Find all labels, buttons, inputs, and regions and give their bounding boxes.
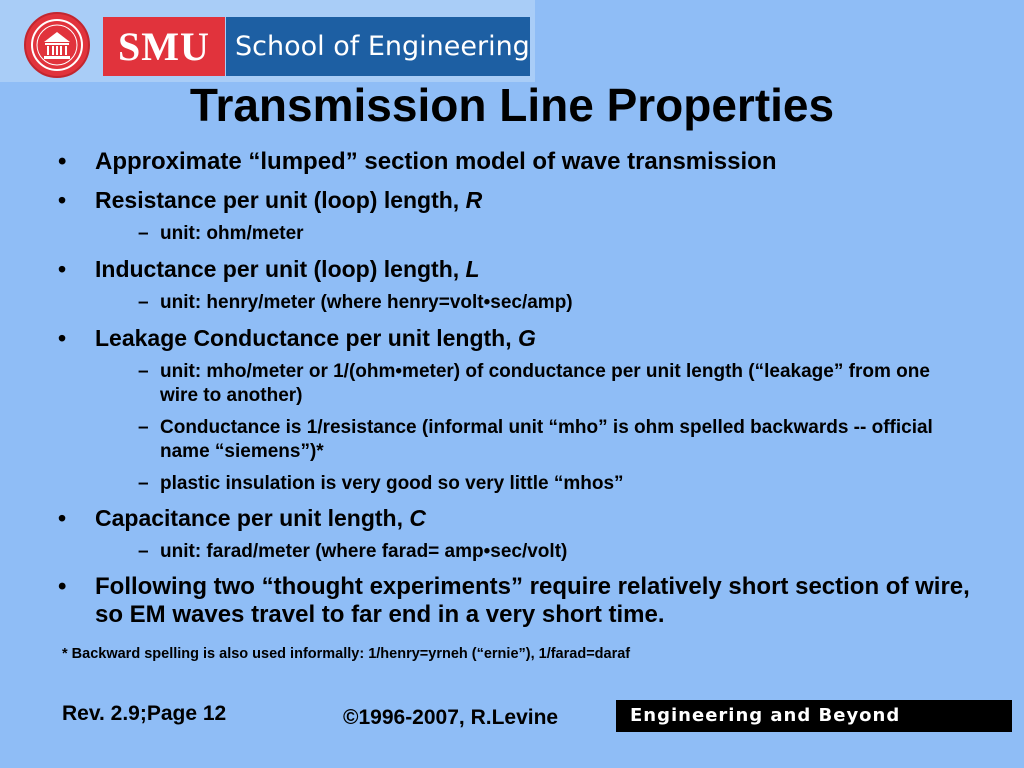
bullet-item — [58, 324, 978, 352]
copyright-notice: ©1996-2007, R.Levine — [343, 706, 559, 729]
dash-icon: – — [138, 473, 149, 494]
slide-title: Transmission Line Properties — [189, 79, 835, 131]
bullet-text: Resistance per unit (loop) length, — [95, 187, 466, 213]
bullet-text: Capacitance per unit length, — [95, 505, 410, 531]
bullet-item — [58, 255, 978, 283]
school-name: School of Engineering — [226, 17, 530, 76]
bullet-icon: • — [58, 325, 67, 351]
sub-bullet-text: unit: henry/meter (where henry=volt•sec/amp) — [160, 292, 573, 313]
sub-bullet-text: unit: mho/meter or 1/(ohm•meter) of conductance per unit length (“leakage” from one wire to another) — [160, 361, 930, 406]
tagline-banner: Engineering and Beyond — [616, 700, 1012, 732]
symbol-l: L — [465, 256, 480, 282]
bullet-item — [58, 148, 978, 176]
dash-icon: – — [138, 292, 149, 313]
bullet-list — [58, 148, 978, 629]
bullet-text: Leakage Conductance per unit length, — [95, 325, 519, 351]
bullet-item — [58, 573, 978, 629]
bullet-icon: • — [58, 148, 67, 175]
sub-bullet-item — [138, 222, 950, 246]
sub-bullet-text: Conductance is 1/resistance (informal unit “mho” is ohm spelled backwards -- official name “siemens”)* — [160, 417, 933, 462]
university-seal-icon — [24, 12, 90, 78]
sub-bullet-item — [138, 540, 950, 564]
bullet-icon: • — [58, 256, 67, 282]
symbol-r: R — [465, 187, 483, 213]
bullet-icon: • — [58, 505, 67, 531]
sub-bullet-item — [138, 416, 950, 464]
bullet-text: Approximate “lumped” section model of wave transmission — [95, 148, 777, 175]
bullet-text: Inductance per unit (loop) length, — [95, 256, 466, 282]
bullet-text: Following two “thought experiments” require relatively short section of wire, so EM waves travel to far end in a very short time. — [95, 573, 970, 628]
dash-icon: – — [138, 417, 149, 438]
sub-bullet-text: unit: ohm/meter — [160, 223, 304, 244]
footnote: * Backward spelling is also used informally: 1/henry=yrneh (“ernie”), 1/farad=daraf — [62, 646, 631, 662]
sub-bullet-item — [138, 360, 950, 408]
sub-bullet-item — [138, 472, 950, 496]
sub-bullet-text: unit: farad/meter (where farad= amp•sec/volt) — [160, 541, 568, 562]
sub-bullet-item — [138, 291, 950, 315]
symbol-c: C — [409, 505, 427, 531]
revision-page-label: Rev. 2.9;Page 12 — [62, 702, 227, 725]
bullet-icon: • — [58, 573, 67, 600]
bullet-item — [58, 186, 978, 214]
dash-icon: – — [138, 223, 149, 244]
dash-icon: – — [138, 541, 149, 562]
dash-icon: – — [138, 361, 149, 382]
sub-bullet-text: plastic insulation is very good so very little “mhos” — [160, 473, 624, 494]
symbol-g: G — [518, 325, 536, 351]
bullet-icon: • — [58, 187, 67, 213]
smu-logo: SMU — [103, 17, 225, 76]
bullet-item — [58, 504, 978, 532]
